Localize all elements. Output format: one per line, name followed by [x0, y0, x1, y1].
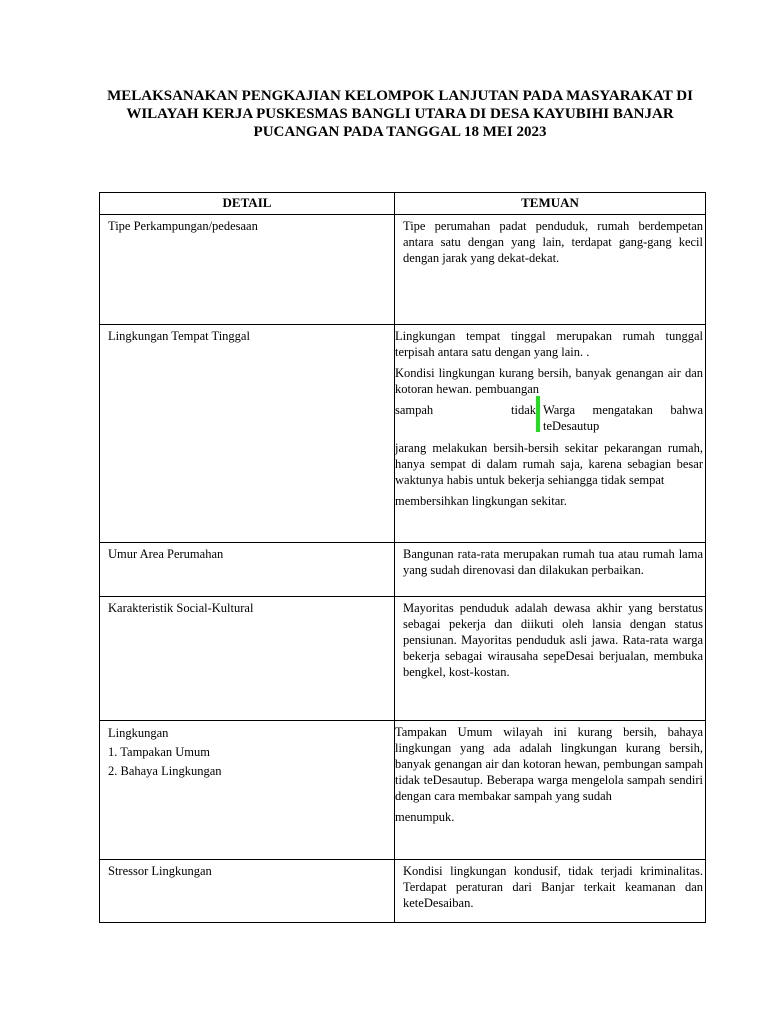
title-line-2: WILAYAH KERJA PUSKESMAS BANGLI UTARA DI DESA KAYUBIHI BANJAR	[126, 106, 674, 122]
row-label	[100, 721, 395, 860]
table-row	[100, 860, 706, 923]
finding-text-split	[395, 402, 703, 434]
finding-fragment: sampah tidak	[395, 403, 536, 417]
finding-text: Lingkungan tempat tinggal merupakan rumah tunggal terpisah antara satu dengan yang lain. .	[395, 329, 703, 359]
title-line-3: PUCANGAN PADA TANGGAL 18 MEI 2023	[253, 124, 547, 140]
row-label: Lingkungan Tempat Tinggal	[100, 325, 395, 543]
header-detail: DETAIL	[100, 193, 395, 215]
assessment-table	[99, 192, 706, 923]
table-row	[100, 597, 706, 721]
title-line-1: MELAKSANAKAN PENGKAJIAN KELOMPOK LANJUTAN PADA MASYARAKAT DI	[107, 88, 693, 104]
finding-text: membersihkan lingkungan sekitar.	[395, 494, 567, 508]
label-line: 2. Bahaya Lingkungan	[108, 764, 222, 778]
table-row	[100, 325, 706, 543]
row-finding	[395, 325, 706, 543]
row-label: Umur Area Perumahan	[100, 543, 395, 597]
finding-text: Mayoritas penduduk adalah dewasa akhir yang berstatus sebagai pekerja dan diikuti oleh lansia dengan status pensiunan. Mayoritas penduduk asli jawa. Rata-rata warga bekerja sebagai wirausaha sepeDesai berjualan, membuka bengkel, kost-kostan.	[403, 601, 703, 679]
row-finding	[395, 215, 706, 325]
row-finding	[395, 721, 706, 860]
row-finding	[395, 543, 706, 597]
finding-fragment: Warga mengatakan bahwa teDesautup	[543, 403, 703, 433]
finding-text: Kondisi lingkungan kondusif, tidak terjadi kriminalitas. Terdapat peraturan dari Banjar terkait keamanan dan keteDesaiban.	[403, 864, 703, 910]
table-row	[100, 721, 706, 860]
finding-text: Kondisi lingkungan kurang bersih, banyak genangan air dan kotoran hewan. pembuangan	[395, 366, 703, 396]
table-header-row	[100, 193, 706, 215]
label-line: Lingkungan	[108, 726, 169, 740]
finding-text: Bangunan rata-rata merupakan rumah tua atau rumah lama yang sudah direnovasi dan dilakukan perbaikan.	[403, 547, 703, 577]
row-finding	[395, 860, 706, 923]
row-finding	[395, 597, 706, 721]
finding-text: jarang melakukan bersih-bersih sekitar pekarangan rumah, hanya sempat di dalam rumah saja, karena sebagian besar waktunya habis untuk bekerja sehiangga tidak sempat	[395, 441, 703, 487]
row-label: Tipe Perkampungan/pedesaan	[100, 215, 395, 325]
header-temuan: TEMUAN	[395, 193, 706, 215]
finding-text: Tampakan Umum wilayah ini kurang bersih, bahaya lingkungan yang ada adalah lingkungan kurang bersih, banyak genangan air dan kotoran hewan, pembungan sampah tidak teDesautup. Beberapa warga mengelola sampah sendiri dengan cara membakar sampah yang sudah	[395, 725, 703, 803]
finding-text: menumpuk.	[395, 810, 455, 824]
row-label: Stressor Lingkungan	[100, 860, 395, 923]
finding-text: Tipe perumahan padat penduduk, rumah berdempetan antara satu dengan yang lain, terdapat gang-gang kecil dengan jarak yang dekat-dekat.	[403, 219, 703, 265]
row-label: Karakteristik Social-Kultural	[100, 597, 395, 721]
table-row	[100, 543, 706, 597]
cursor-marker	[536, 396, 540, 432]
table-row	[100, 215, 706, 325]
document-title	[60, 87, 740, 141]
label-line: 1. Tampakan Umum	[108, 745, 211, 759]
